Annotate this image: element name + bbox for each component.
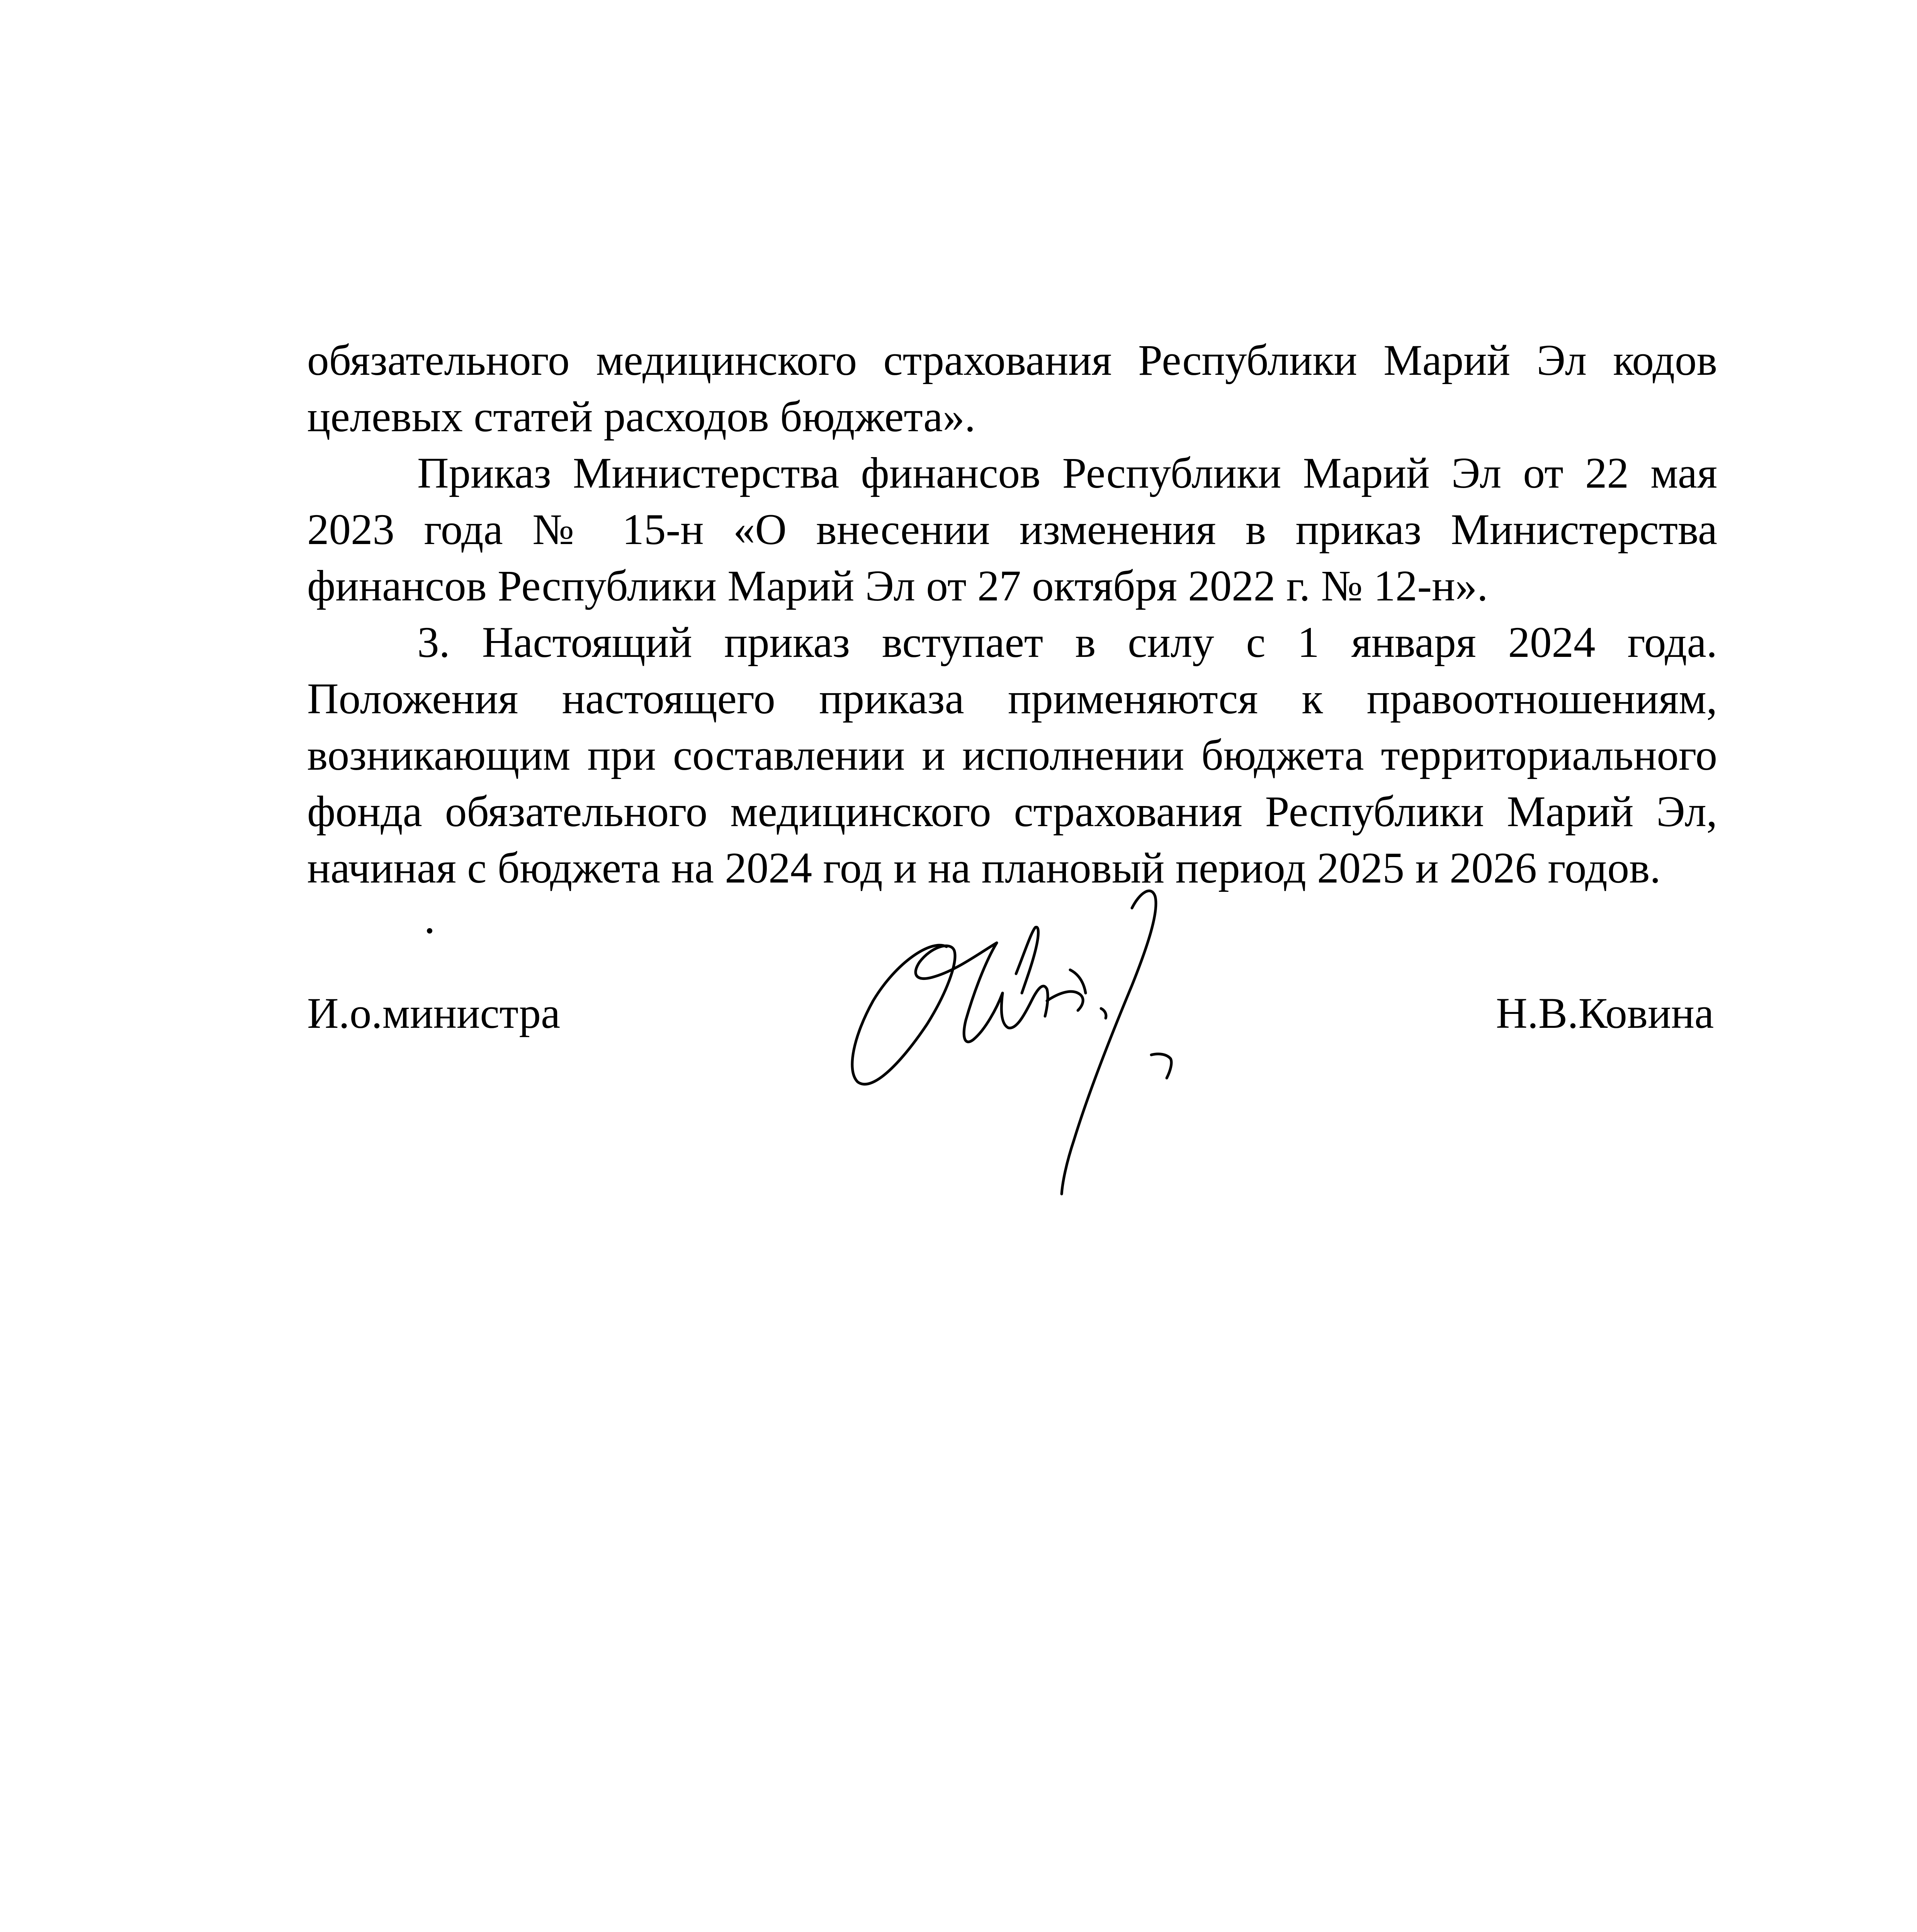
scan-speck <box>427 928 432 934</box>
paragraph-order-reference: Приказ Министерства финансов Республики Марий Эл от 22 мая 2023 года № 15-н «О внесении изменения в приказ Министерства финансов Республики Марий Эл от 27 октября 2022 г. № 12-н». <box>307 449 1717 610</box>
document-body <box>307 332 1717 896</box>
handwritten-signature <box>831 877 1217 1225</box>
signatory-name: Н.В.Ковина <box>1496 989 1714 1037</box>
paragraph-effective-date: 3. Настоящий приказ вступает в силу с 1 января 2024 года. Положения настоящего приказа применяются к правоотношениям, возникающим при составлении и исполнении бюджета территориального фонда обязательного медицинского страхования Республики Марий Эл, начиная с бюджета на 2024 год и на плановый период 2025 и 2026 годов. <box>307 618 1717 892</box>
paragraph-continuation: обязательного медицинского страхования Республики Марий Эл кодов целевых статей расходов бюджета». <box>307 336 1717 441</box>
signatory-position: И.о.министра <box>307 989 561 1037</box>
